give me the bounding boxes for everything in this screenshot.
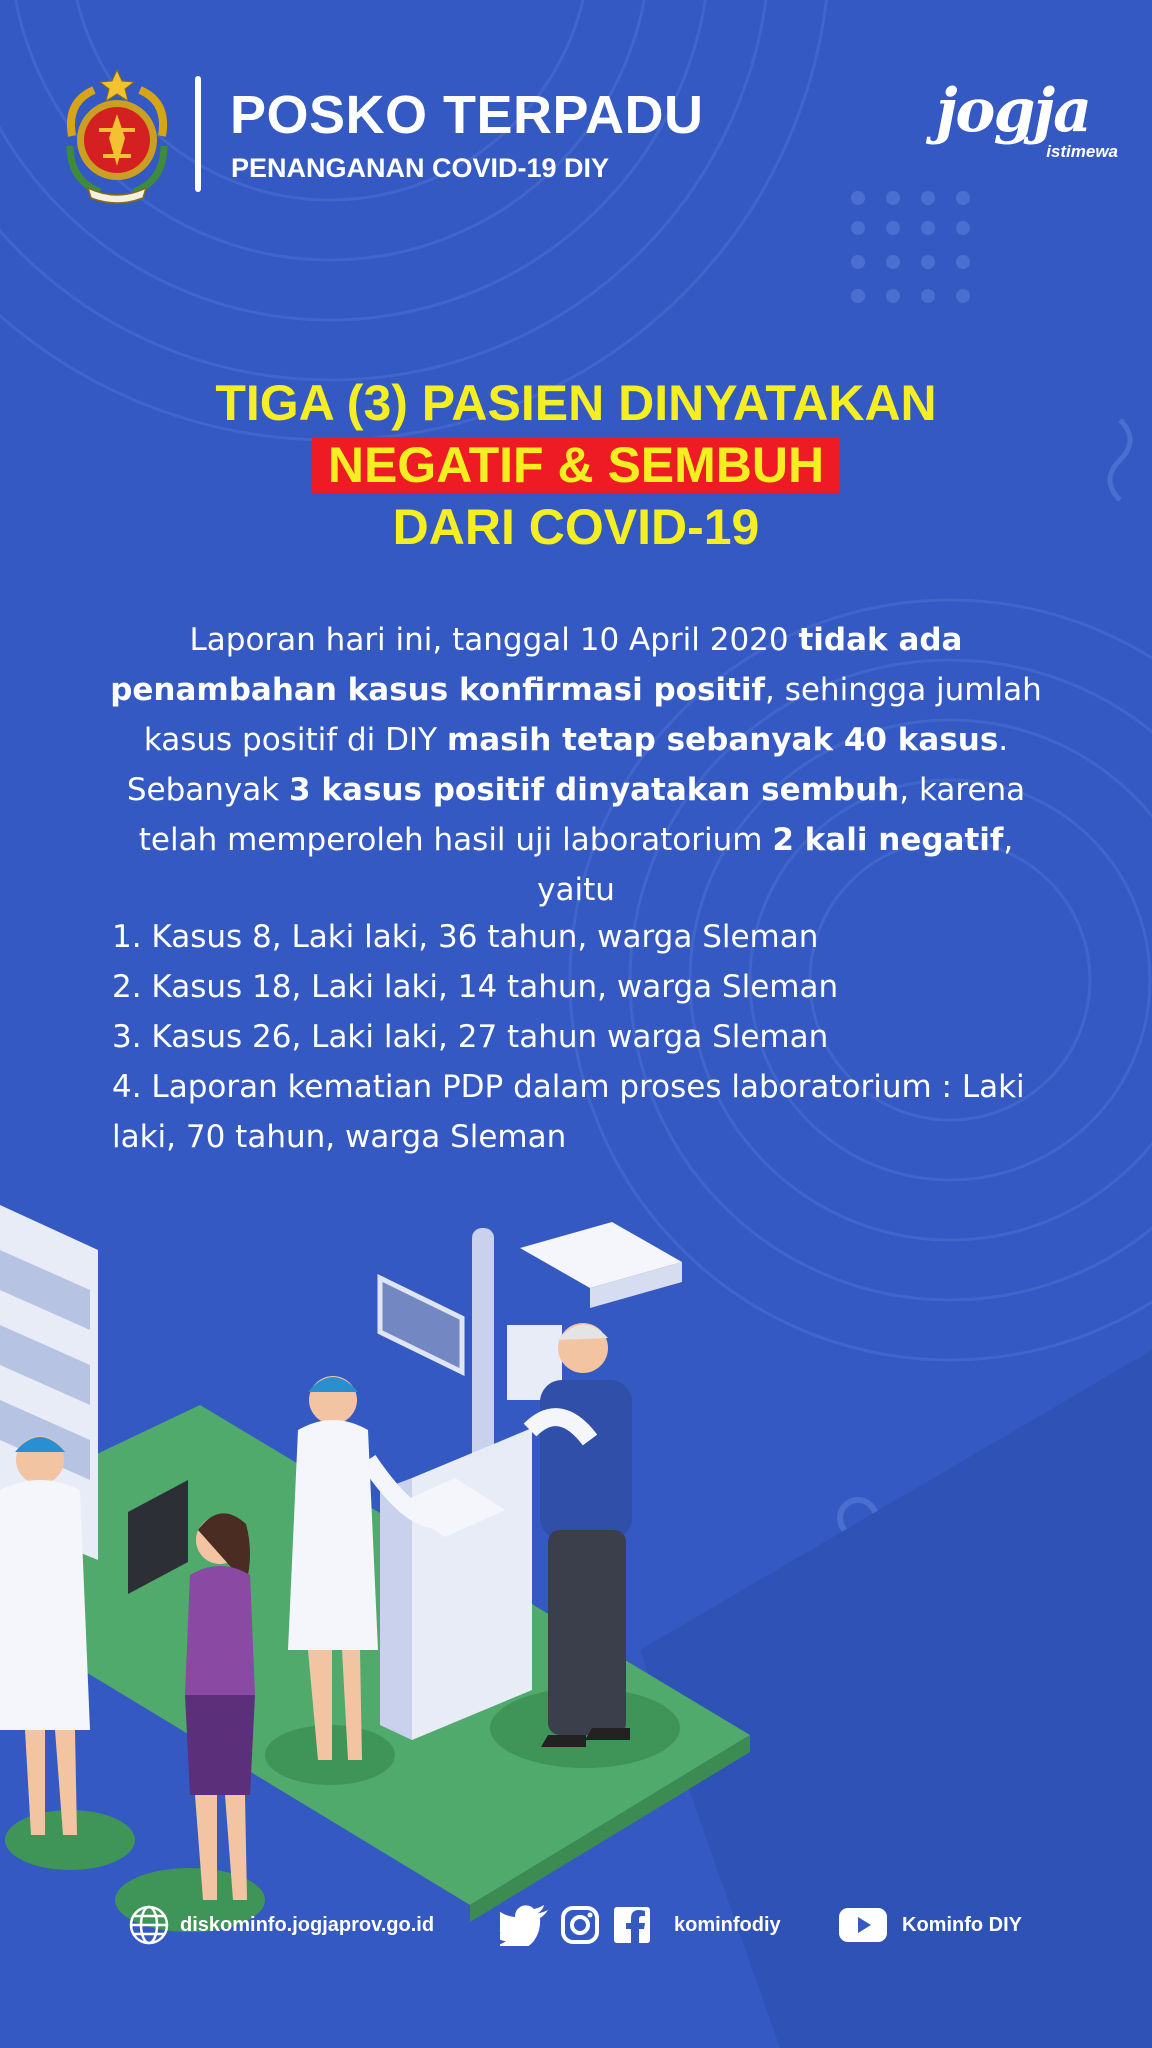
headline: [0, 372, 1152, 558]
brand-tagline: istimewa: [1046, 142, 1118, 161]
org-subtitle: PENANGANAN COVID-19 DIY: [231, 153, 610, 183]
facebook-icon[interactable]: [612, 1905, 652, 1945]
header: [58, 66, 1118, 206]
list-item: 2. Kasus 18, Laki laki, 14 tahun, warga Sleman: [112, 969, 839, 1005]
social-links: [500, 1903, 781, 1947]
intro-text-5: , yaitu: [537, 822, 1014, 908]
social-handle: kominfodiy: [674, 1913, 781, 1936]
intro-bold-no-new-cases: tidak ada penambahan kasus konfirmasi positif: [110, 622, 963, 708]
list-item: 3. Kasus 26, Laki laki, 27 tahun warga Sleman: [112, 1019, 829, 1055]
intro-bold-two-negative: 2 kali negatif: [772, 822, 1004, 858]
headline-line-3: DARI COVID-19: [392, 499, 760, 555]
intro-text-1: Laporan hari ini, tanggal 10 April 2020: [189, 622, 799, 658]
intro-text-3: . Sebanyak: [126, 722, 1009, 808]
jogja-istimewa-logo: [935, 76, 1118, 176]
headline-highlight: NEGATIF & SEMBUH: [312, 437, 840, 493]
org-title: POSKO TERPADU: [230, 85, 704, 145]
intro-text-4: , karena telah memperoleh hasil uji laboratorium: [138, 772, 1026, 858]
brand-word: jogja: [935, 76, 1090, 146]
twitter-icon[interactable]: [500, 1904, 550, 1946]
youtube-channel: Kominfo DIY: [902, 1913, 1022, 1936]
globe-icon: [128, 1904, 170, 1946]
youtube-link[interactable]: [838, 1903, 1022, 1947]
footer: [0, 1895, 1152, 1955]
website-url: diskominfo.jogjaprov.go.id: [180, 1913, 435, 1936]
instagram-icon[interactable]: [560, 1905, 600, 1945]
youtube-icon: [838, 1907, 888, 1943]
case-list: [112, 912, 1092, 1162]
intro-text-2: , sehingga jumlah kasus positif di DIY: [143, 672, 1042, 758]
list-item: 1. Kasus 8, Laki laki, 36 tahun, warga Sleman: [112, 919, 819, 955]
headline-line-1: TIGA (3) PASIEN DINYATAKAN: [215, 375, 937, 431]
yogyakarta-emblem-icon: [58, 66, 176, 206]
intro-bold-total-cases: masih tetap sebanyak 40 kasus: [446, 722, 999, 758]
report-paragraph: [100, 615, 1052, 915]
intro-bold-recovered: 3 kasus positif dinyatakan sembuh: [289, 772, 900, 808]
website-link[interactable]: [128, 1903, 434, 1947]
list-item: 4. Laporan kematian PDP dalam proses laboratorium : Laki laki, 70 tahun, warga Sleman: [112, 1069, 1025, 1155]
header-divider: [195, 76, 201, 192]
